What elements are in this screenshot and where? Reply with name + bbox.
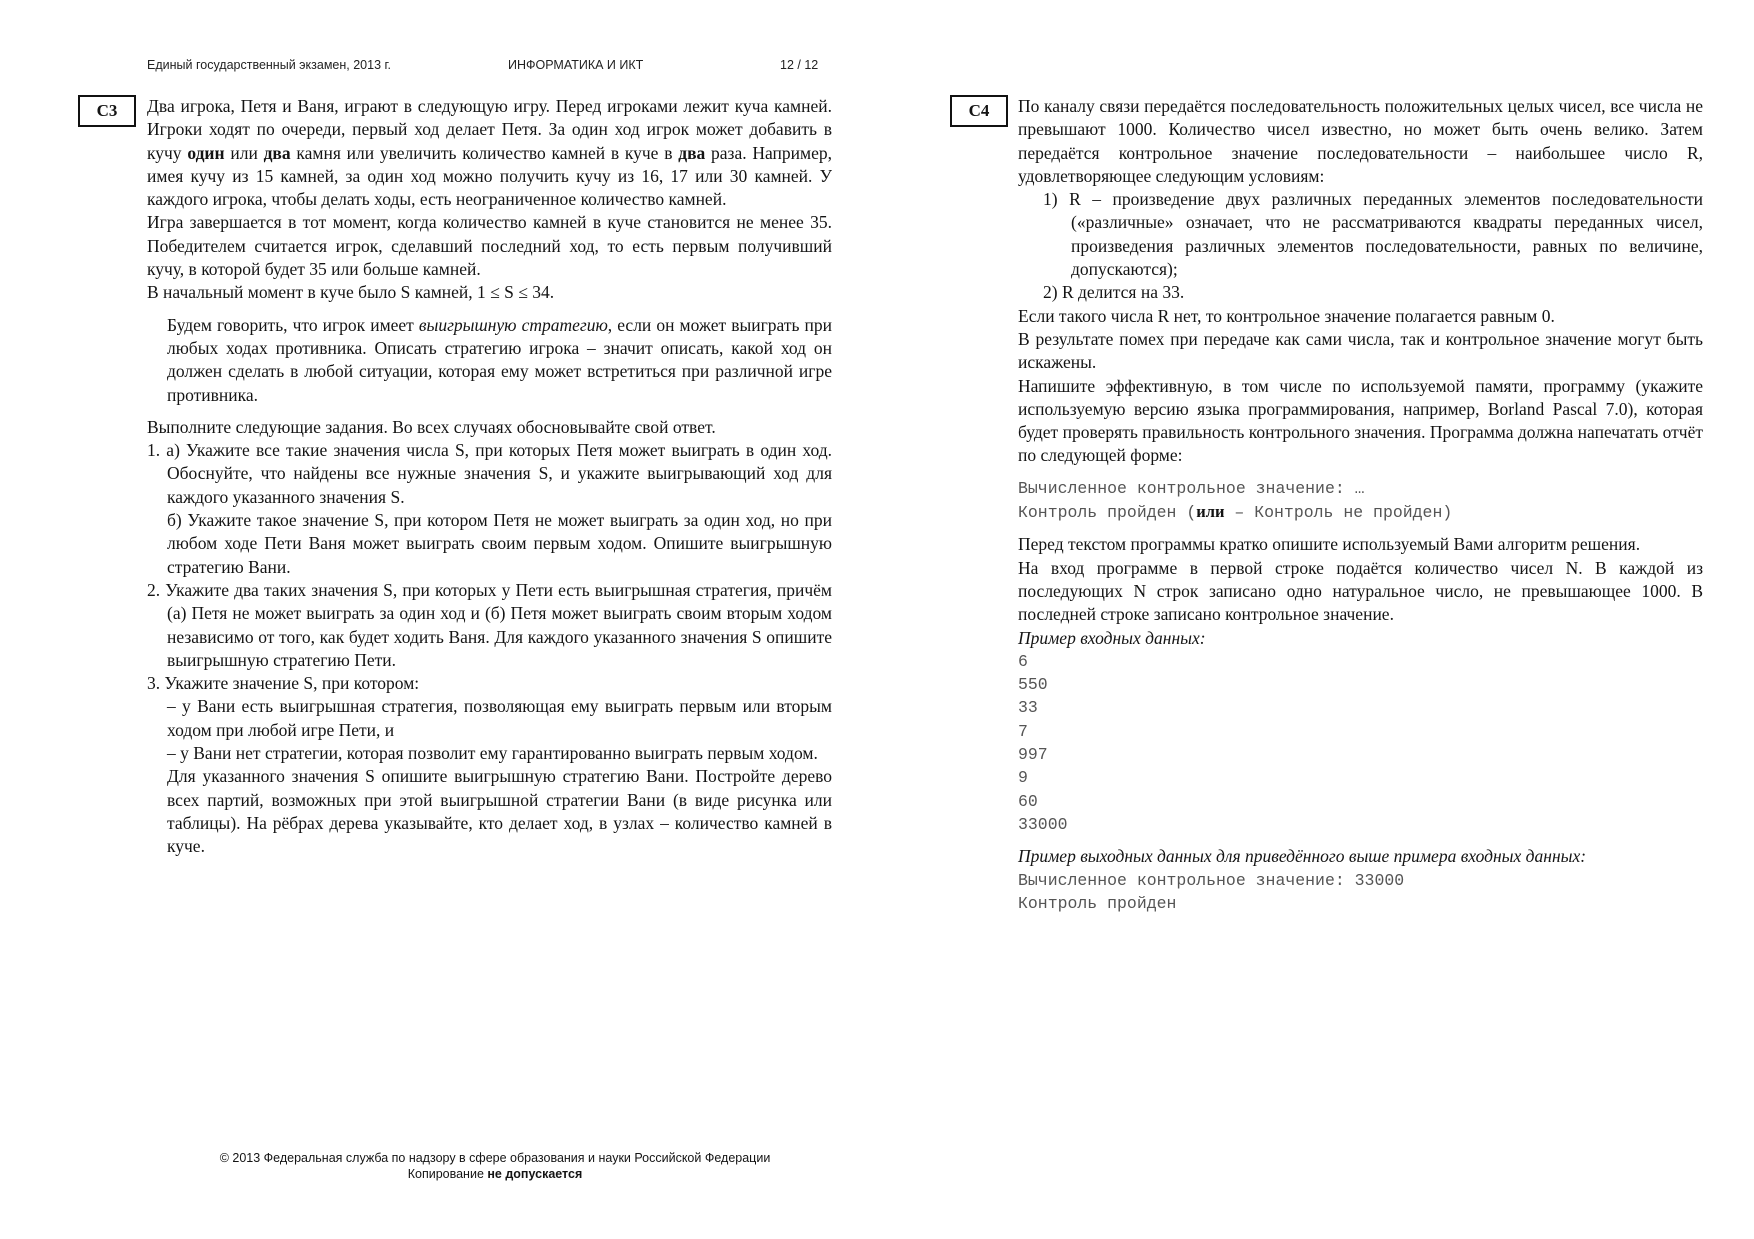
c3-task-2: 2. Укажите два таких значения S, при которых у Пети есть выигрышная стратегия, причём (а) Петя не может выиграть за один ход и (б) Петя может выиграть своим вторым ходом независимо от того, как будет ходить Ваня. Для каждого указанного значения S опишите выигрышную стратегию Пети. [147,579,832,670]
c4-condition-1: 1) R – произведение двух различных переданных элементов последовательности («различные» означает, что не рассматриваются квадраты переданных чисел, произведения различных элементов последовательности, равных по величине, допускаются); [1043,189,1703,280]
c4-report-form-1: Вычисленное контрольное значение: … [1018,478,1365,498]
c4-input-line: 7 [1018,721,1028,741]
c4-condition-2: 2) R делится на 33. [1043,282,1185,303]
c3-strategy-def: Будем говорить, что игрок имеет выигрышную стратегию, если он может выиграть при любых ходах противника. Описать стратегию игрока – значит описать, какой ход он должен сделать в любой ситуации, которая ему может встретиться при различной игре противника. [167,314,832,405]
c3-task-3a: – у Вани есть выигрышная стратегия, позволяющая ему выиграть первым или вторым ходом при любой игре Пети, и [167,696,832,740]
header-exam: Единый государственный экзамен, 2013 г. [147,58,392,72]
c3-task-1b: б) Укажите такое значение S, при котором Петя не может выиграть за один ход, но при любом ходе Пети Ваня может выиграть своим первым ходом. Опишите выигрышную стратегию Вани. [167,510,832,577]
c4-output-line-2: Контроль пройден [1018,893,1177,913]
copyright-footer [160,1150,830,1182]
c4-output-example-title: Пример выходных данных для приведённого выше примера входных данных: [1018,846,1587,867]
copying-notice: Копирование не допускается [407,1167,583,1181]
c4-p1: По каналу связи передаётся последовательность положительных целых чисел, все числа не превышают 1000. Количество чисел известно, но может быть очень велико. Затем передаётся контрольное значение последовательности – наибольшее число R, удовлетворяющее следующим условиям: [1018,96,1703,186]
c4-report-form-2: Контроль пройден (или – Контроль не пройден) [1018,502,1453,523]
c3-intro2: Игра завершается в тот момент, когда количество камней в куче становится не менее 35. Победителем считается игрок, сделавший последний ход, то есть первым получивший кучу, в которой будет 35 или больше камней. [147,212,832,280]
task-c3-label: C3 [78,95,136,127]
copyright-line: © 2013 Федеральная служба по надзору в сфере образования и науки Российской Федерации [219,1151,771,1165]
c3-task-3: 3. Укажите значение S, при котором: [147,673,420,694]
c3-tasks-intro: Выполните следующие задания. Во всех случаях обосновывайте свой ответ. [147,416,716,437]
c4-input-line: 6 [1018,651,1028,671]
c4-input-line: 550 [1018,675,1048,695]
c4-input-example-title: Пример входных данных: [1018,627,1206,648]
c3-task-1a: 1. а) Укажите все такие значения числа S, при которых Петя может выиграть в один ход. Обоснуйте, что найдены все нужные значения S, и укажите выигрывающий ход для каждого указанного значения S. [147,440,832,507]
c3-intro1: Два игрока, Петя и Ваня, играют в следующую игру. Перед игроками лежит куча камней. Игроки ходят по очереди, первый ход делает Петя. За один ход игрок может добавить в кучу один или два камня или увеличить количество камней в куче в два раза. Например, имея кучу из 15 камней, за один ход можно получить кучу из 16, 17 или 30 камней. У каждого игрока, чтобы делать ходы, есть неограниченное количество камней. [147,96,832,210]
c4-input-line: 9 [1018,768,1028,788]
c4-p2: Если такого числа R нет, то контрольное значение полагается равным 0. [1018,305,1555,326]
task-c3-text [147,95,832,859]
c3-task-3c: Для указанного значения S опишите выигрышную стратегию Вани. Постройте дерево всех партий, возможных при этой выигрышной стратегии Вани (в виде рисунка или таблицы). На рёбрах дерева указывайте, кто делает ход, в узлах – количество камней в куче. [167,766,832,857]
c4-input-line: 33 [1018,698,1038,718]
c4-p6: На вход программе в первой строке подаётся количество чисел N. В каждой из последующих N строк записано одно натуральное число, не превышающее 1000. В последней строке записано контрольное значение. [1018,557,1703,625]
c4-input-line: 60 [1018,791,1038,811]
task-c4-text [1018,95,1703,915]
c4-output-line-1: Вычисленное контрольное значение: 33000 [1018,870,1405,890]
c3-task-3b: – у Вани нет стратегии, которая позволит ему гарантированно выиграть первым ходом. [167,743,818,764]
c4-input-line: 997 [1018,745,1048,765]
c4-input-example [1018,650,1703,836]
header-page: 12 / 12 [780,58,819,72]
c4-input-line: 33000 [1018,814,1068,834]
task-c4-label: C4 [950,95,1008,127]
header-subject: ИНФОРМАТИКА И ИКТ [508,58,644,72]
c4-p5: Перед текстом программы кратко опишите используемый Вами алгоритм решения. [1018,534,1641,555]
c3-intro3: В начальный момент в куче было S камней, 1 ≤ S ≤ 34. [147,282,555,303]
c4-p4: Напишите эффективную, в том числе по используемой памяти, программу (укажите используемую версию языка программирования, например, Borland Pascal 7.0), которая будет проверять правильность контрольного значения. Программа должна напечатать отчёт по следующей форме: [1018,375,1703,466]
c4-p3: В результате помех при передаче как сами числа, так и контрольное значение могут быть искажены. [1018,328,1703,373]
